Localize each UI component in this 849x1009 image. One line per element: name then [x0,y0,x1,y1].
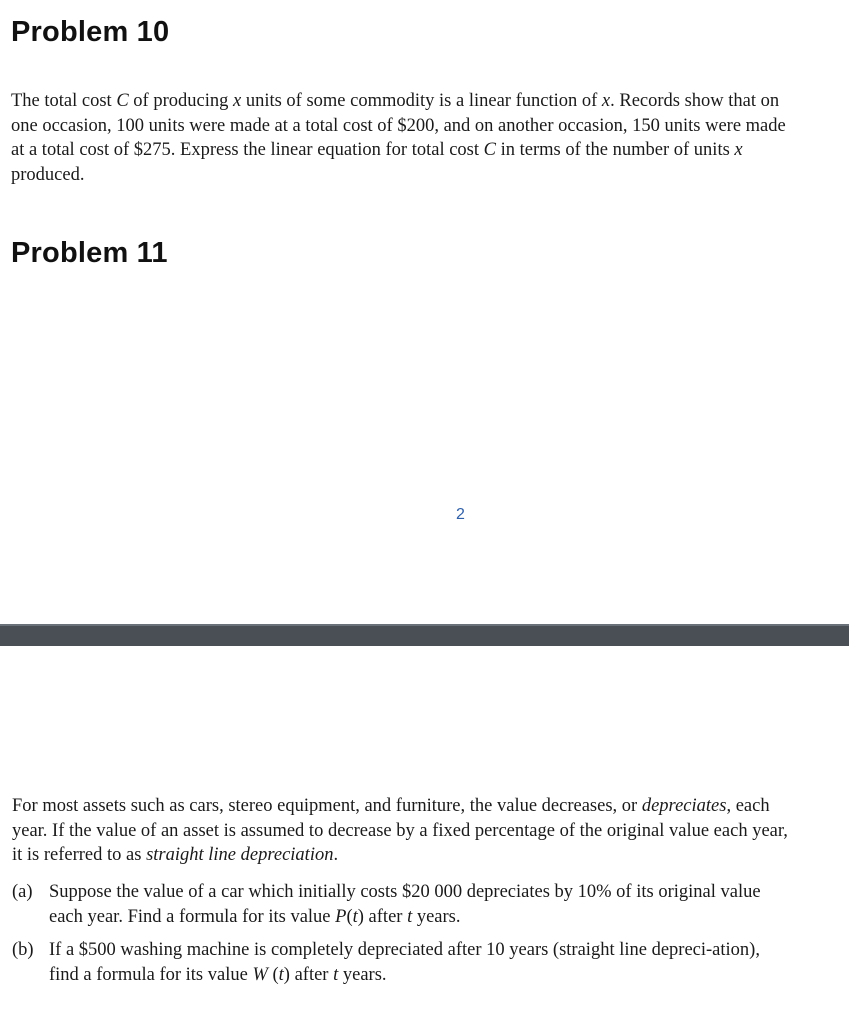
question-item-a [12,880,792,929]
math-variable: W [252,964,268,985]
text-run: If a $500 washing machine is completely depreciated after 10 years (straight line depreci-ation), find a formula for its value [49,940,760,985]
depreciation-intro [12,794,790,868]
problem-11-heading: Problem 11 [11,237,168,269]
math-variable: t [278,964,284,985]
text-run: ( [267,964,279,985]
item-marker: (a) [12,882,33,902]
math-variable: t [352,906,358,927]
emphasis: depreciates [641,796,727,816]
math-variable: t [333,964,339,985]
math-variable: t [407,906,413,927]
text-run: produced. [11,164,85,185]
math-variable: x [734,140,743,160]
text-run: . Records show that on one occasion, 100 units were made at a total cost of $200, and on another occasion, 150 units were made at a total cost of $275. Express the linear equation for total cost [11,91,786,160]
text-run: units of some commodity is a linear function of [241,91,602,111]
item-text [49,938,792,987]
math-variable: C [116,91,129,111]
math-variable: P [335,906,347,927]
math-variable: x [601,91,611,111]
text-run: years. [338,964,387,985]
text-run: ) after [357,906,408,927]
text-run: of producing [128,91,233,111]
text-run: The total cost [11,91,117,111]
text-run: in terms of the number of units [496,140,735,160]
text-run: For most assets such as cars, stereo equipment, and furniture, the value decreases, or [12,796,642,816]
math-variable: x [232,91,242,111]
item-text [49,880,792,929]
text-run: ) after [283,964,334,985]
text-run: years. [412,906,461,927]
page-separator [0,624,849,646]
text-run: , each year. If the value of an asset is assumed to decrease by a fixed percentage of the original value each year, it is referred to as [12,796,788,865]
emphasis: straight line depreciation [146,845,334,865]
math-variable: C [483,140,496,160]
problem-10-text [11,89,791,187]
question-item-b [12,938,792,987]
document-page-2 [0,646,849,1009]
text-run: . [333,845,339,865]
text-run: ( [346,906,353,927]
problem-10-heading: Problem 10 [11,16,170,48]
text-run: Suppose the value of a car which initially costs $20 000 depreciates by 10% of its original value each year. Find a formula for its value [49,882,761,927]
page-number: 2 [456,506,465,523]
item-marker: (b) [12,940,34,960]
